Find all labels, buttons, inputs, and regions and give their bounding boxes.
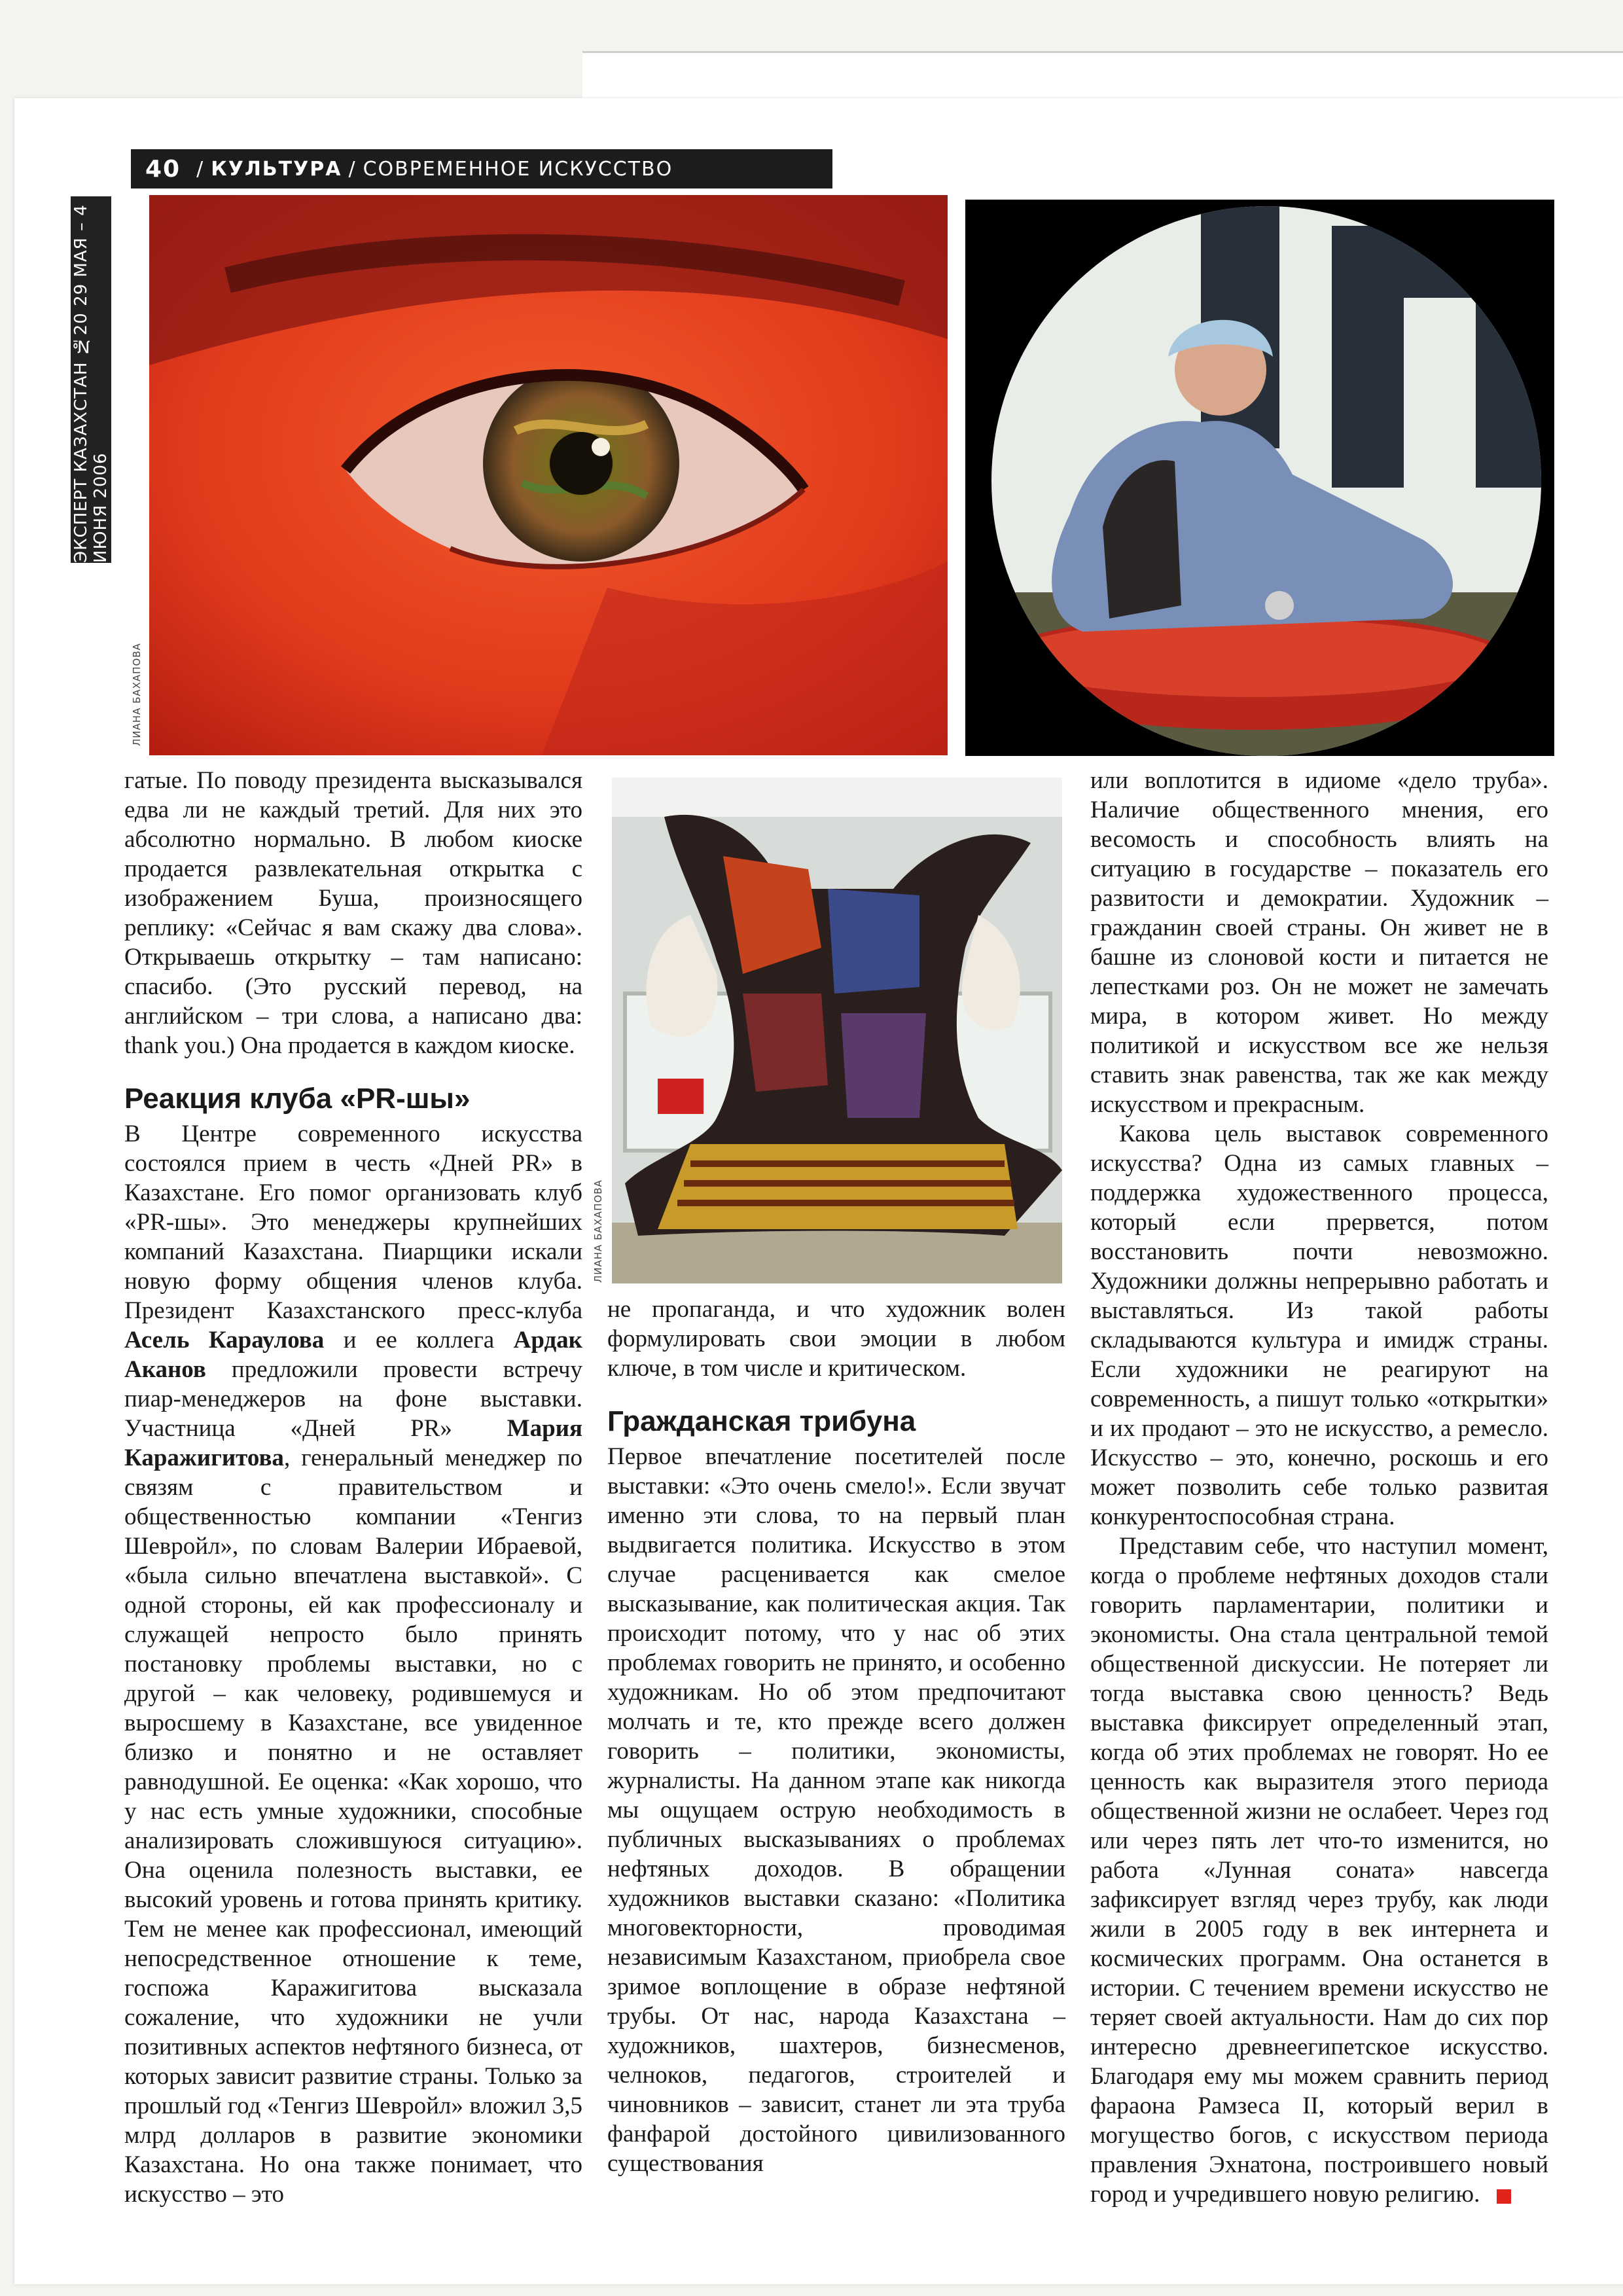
fisheye-image bbox=[965, 200, 1554, 756]
col3-paragraph-1: или воплотится в идиоме «дело труба». Наличие общественного мнения, его весомость и способность влиять на ситуацию в государстве – показатель его развитости и демократии. Художник – гражданин своей страны. Он живет не в башне из слоновой кости и питается не лепестками роз. Он не может не замечать мира, в котором живет. Но между политикой и искусством все же нельзя ставить знак равенства, так же как между искусством и прекрасным. bbox=[1090, 767, 1548, 1118]
photo-credit: ЛИАНА БАХАПОВА bbox=[131, 643, 143, 746]
column-1 bbox=[124, 766, 582, 2209]
column-3 bbox=[1090, 766, 1548, 2209]
artwork-image bbox=[612, 778, 1062, 1283]
woman-fisheye-photo bbox=[965, 200, 1554, 756]
heading-civic-tribune: Гражданская трибуна bbox=[607, 1405, 916, 1437]
eye-photo bbox=[149, 195, 948, 755]
photo-credit-2: ЛИАНА БАХАПОВА bbox=[592, 1179, 604, 1283]
col1-paragraph-1: гатые. По поводу президента высказывался едва ли не каждый третий. Для них это абсолютно нормально. В любом киоске продается развлекательная открытка с изображением Буша, произносящего реплику: «Сейчас я вам скажу два слова». Открываешь открытку – там написано: спасибо. (Это русский перевод, на английском – три слова, а написано два: thank you.) Она продается в каждом киоске. bbox=[124, 767, 582, 1059]
subsection-label: СОВРЕМЕННОЕ ИСКУССТВО bbox=[363, 157, 673, 181]
person-name: Мария Каражигитова bbox=[124, 1415, 582, 1471]
col3-paragraph-3: Представим себе, что наступил момент, когда о проблеме нефтяных доходов стали говорить парламентарии, политики и экономисты. Она стала центральной темой общественной дискуссии. Не потеряет ли тогда выставка свою ценность? Ведь выставка фиксирует определенный этап, когда об этих проблемах не говорят. Но ее ценность как выразителя этого периода общественной жизни не ослабеет. Через год или через пять лет что-то изменится, но работа «Лунная соната» навсегда зафиксирует взгляд через трубу, как люди жили в 2005 году в век интернета и космических программ. Она останется в истории. С течением времени искусство не теряет своей актуальности. Нам до сих пор интересно древнеегипетское искусство. Благодаря ему мы можем сравнить период фараона Рамзеса II, который верил в могущество богов, с искусством периода правления Эхнатона, построившего новый город и учредившего новую религию. bbox=[1090, 1533, 1548, 2208]
issue-sidebar: ЭКСПЕРТ КАЗАХСТАН №20 29 МАЯ – 4 ИЮНЯ 2006 bbox=[71, 196, 111, 563]
col1-paragraph-2: В Центре современного искусства состоялся прием в честь «Дней PR» в Казахстане. Его помог организовать клуб «PR-шы». Это менеджеры крупнейших компаний Казахстана. Пиарщики искали новую форму общения членов клуба. Президент Казахстанского пресс-клуба Асель Караулова и ее коллега Ардак Аканов предложили провести встречу пиар-менеджеров на фоне выставки. Участница «Дней PR» Мария Каражигитова, генеральный менеджер по связям с правительством и общественностью компании «Тенгиз Шевройл», по словам Валерии Ибраевой, «была сильно впечатлена выставкой». С одной стороны, ей как профессионалу и служащей непросто было принять постановку проблемы выставки, но с другой – как человеку, родившемуся и выросшему в Казахстане, все увиденное близко и понятно и не оставляет равнодушной. Ее оценка: «Как хорошо, что у нас есть умные художники, способные анализировать сложившуюся ситуацию». Она оценила полезность выставки, ее высокий уровень и готова принять критику. Тем не менее как профессионал, имеющий непосредственное отношение к теме, госпожа Каражигитова высказала сожаление, что художники не учли позитивных аспектов нефтяного бизнеса, от которых зависит развитие страны. Только за прошлый год «Тенгиз Шевройл» вложил 3,5 млрд долларов в развитие экономики Казахстана. Но она также понимает, что искусство – это bbox=[124, 1121, 583, 2208]
eye-image bbox=[149, 195, 948, 755]
heading-pr-club: Реакция клуба «PR-шы» bbox=[124, 1083, 471, 1115]
page-header: 40 / КУЛЬТУРА / СОВРЕМЕННОЕ ИСКУССТВО bbox=[131, 149, 832, 188]
article-end-mark bbox=[1497, 2189, 1511, 2204]
section-label: КУЛЬТУРА bbox=[211, 157, 342, 181]
person-name: Ардак Аканов bbox=[124, 1327, 583, 1383]
col2-paragraph-1: не пропаганда, и что художник волен формулировать свои эмоции в любом ключе, в том числе и критическом. bbox=[607, 1296, 1065, 1382]
person-name: Асель Караулова bbox=[124, 1327, 325, 1354]
col2-paragraph-2: Первое впечатление посетителей после выставки: «Это очень смело!». Если звучат именно эти слова, то на первый план выдвигается политика. Искусство в этом случае расценивается как смелое высказывание, как политическая акция. Так происходит потому, что у нас об этих проблемах говорить не принято, и особенно художникам. Но об этом предпочитают молчать и те, кто прежде всего должен говорить – политики, экономисты, журналисты. На данном этапе как никогда мы ощущаем острую необходимость в публичных высказываниях о проблемах нефтяных доходов. В обращении художников выставки сказано: «Политика многовекторности, проводимая независимым Казахстаном, приобрела свое зримое воплощение в образе нефтяной трубы. От нас, народа Казахстана – художников, шахтеров, бизнесменов, челноков, педагогов, строителей и чиновников – зависит, станет ли эта труба фанфарой достойного цивилизованного существования bbox=[607, 1443, 1065, 2177]
artwork-photo bbox=[612, 778, 1062, 1283]
col3-paragraph-2: Какова цель выставок современного искусства? Одна из самых главных – поддержка художественного процесса, который если прервется, потом восстановить почти невозможно. Художники должны непрерывно работать и выставляться. Из такой работы складываются культура и имидж страны. Если художники не реагируют на современность, а пишут только «открытки» и их продают – это не искусство, а ремесло. Искусство – это, конечно, роскошь и его может позволить себе только развитая конкурентоспособная страна. bbox=[1090, 1121, 1548, 1530]
page-number: 40 bbox=[145, 155, 181, 183]
column-2 bbox=[607, 1295, 1065, 2178]
